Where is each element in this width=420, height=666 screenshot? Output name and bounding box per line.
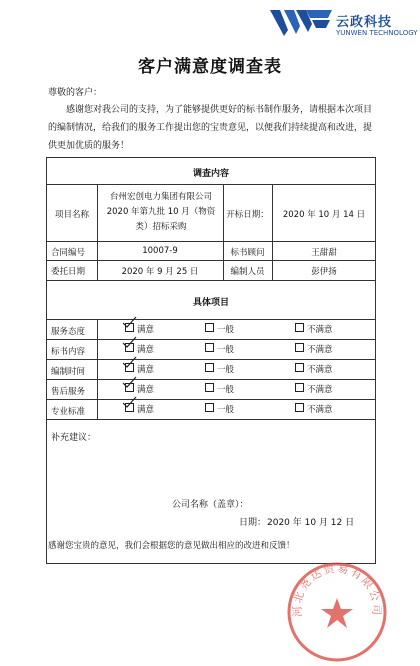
logo-english-name: YUNWEN TECHNOLOGY	[336, 29, 418, 37]
consultant-label: 标书顾问	[230, 248, 265, 258]
bid-date-label: 开标日期：	[226, 210, 269, 220]
company-seal-icon	[283, 558, 391, 666]
rating-label: 专业标准	[51, 407, 86, 417]
rating-label: 编制时间	[51, 367, 86, 377]
rating-row	[47, 340, 375, 360]
rating-checkbox[interactable]	[205, 343, 214, 352]
greeting: 尊敬的客户：	[48, 88, 103, 98]
rating-option-label: 不满意	[307, 405, 333, 415]
consultant-value: 王甜甜	[311, 248, 337, 258]
contract-no-label: 合同编号	[51, 248, 86, 258]
supplement-label: 补充建议：	[51, 433, 97, 443]
rating-option-label: 一般	[217, 325, 235, 335]
rating-option-label: 一般	[217, 345, 235, 355]
intro-paragraph: 感谢您对我公司的支持，为了能够提供更好的标书制作服务，请根据本次项目的编制情况，给我们的服务工作提出您的宝贵意见，以便我们持续提高和改进，提供更加优质的服务！	[48, 105, 373, 151]
project-name-label: 项目名称	[54, 210, 89, 220]
check-mark-icon	[121, 336, 137, 348]
rating-option-label: 一般	[217, 405, 235, 415]
rating-checkbox[interactable]	[205, 403, 214, 412]
rating-option-label: 满意	[137, 365, 155, 375]
bid-date-value: 2020 年 10 月 14 日	[282, 210, 366, 220]
editor-value: 彭伊扬	[311, 267, 337, 277]
rating-checkbox[interactable]	[295, 363, 304, 372]
rating-option-label: 一般	[217, 385, 235, 395]
rating-checkbox[interactable]	[295, 383, 304, 392]
items-section-header	[47, 281, 375, 320]
rating-checkbox[interactable]	[295, 323, 304, 332]
check-mark-icon	[121, 396, 137, 408]
rating-option-label: 不满意	[307, 345, 333, 355]
editor-label: 编制人员	[230, 267, 265, 277]
rating-checkbox[interactable]	[205, 383, 214, 392]
check-mark-icon	[121, 376, 137, 388]
rating-checkbox[interactable]	[295, 403, 304, 412]
rating-row	[47, 400, 375, 420]
rating-option-label: 一般	[217, 365, 235, 375]
rating-checkbox[interactable]	[205, 363, 214, 372]
commission-date-value: 2020 年 9 月 25 日	[121, 267, 199, 277]
rating-option-label: 满意	[137, 385, 155, 395]
signature-date-label: 日期：	[239, 518, 267, 528]
company-logo	[270, 8, 418, 42]
commission-row	[47, 261, 375, 281]
closing-note: 感谢您宝贵的意见，我们会根据您的意见做出相应的改进和反馈！	[48, 541, 295, 551]
rating-label: 标书内容	[51, 347, 86, 357]
survey-section-header	[47, 158, 375, 185]
check-mark-icon	[121, 316, 137, 328]
seal-text: 河北尧达贸易有限公司	[290, 561, 384, 618]
rating-label: 售后服务	[51, 387, 86, 397]
survey-form	[46, 157, 384, 618]
company-name-label: 公司名称（盖章）：	[172, 500, 249, 510]
rating-option-label: 满意	[137, 325, 155, 335]
rating-row	[47, 320, 375, 340]
rating-checkbox[interactable]	[205, 323, 214, 332]
rating-option-label: 不满意	[307, 365, 333, 375]
items-section-title: 具体项目	[192, 298, 229, 308]
logo-mark-icon	[270, 8, 334, 38]
logo-chinese-name: 云政科技	[336, 15, 393, 30]
contract-no-value: 10007-9	[142, 246, 178, 256]
survey-section-title: 调查内容	[192, 169, 229, 179]
project-row	[47, 185, 375, 242]
contract-row	[47, 242, 375, 261]
rating-row	[47, 360, 375, 380]
rating-option-label: 满意	[137, 405, 155, 415]
rating-label: 服务态度	[51, 327, 86, 337]
rating-checkbox[interactable]	[295, 343, 304, 352]
document-title: 客户满意度调查表	[138, 57, 282, 77]
check-mark-icon	[121, 356, 137, 368]
rating-option-label: 不满意	[307, 385, 333, 395]
rating-option-label: 不满意	[307, 325, 333, 335]
rating-option-label: 满意	[137, 345, 155, 355]
rating-row	[47, 380, 375, 400]
signature-date-value: 2020 年 10 月 12 日	[267, 518, 355, 528]
project-name-value: 台州宏创电力集团有限公司 2020 年第九批 10 月（物资类）招标采购	[106, 192, 216, 232]
commission-date-label: 委托日期	[51, 267, 86, 277]
